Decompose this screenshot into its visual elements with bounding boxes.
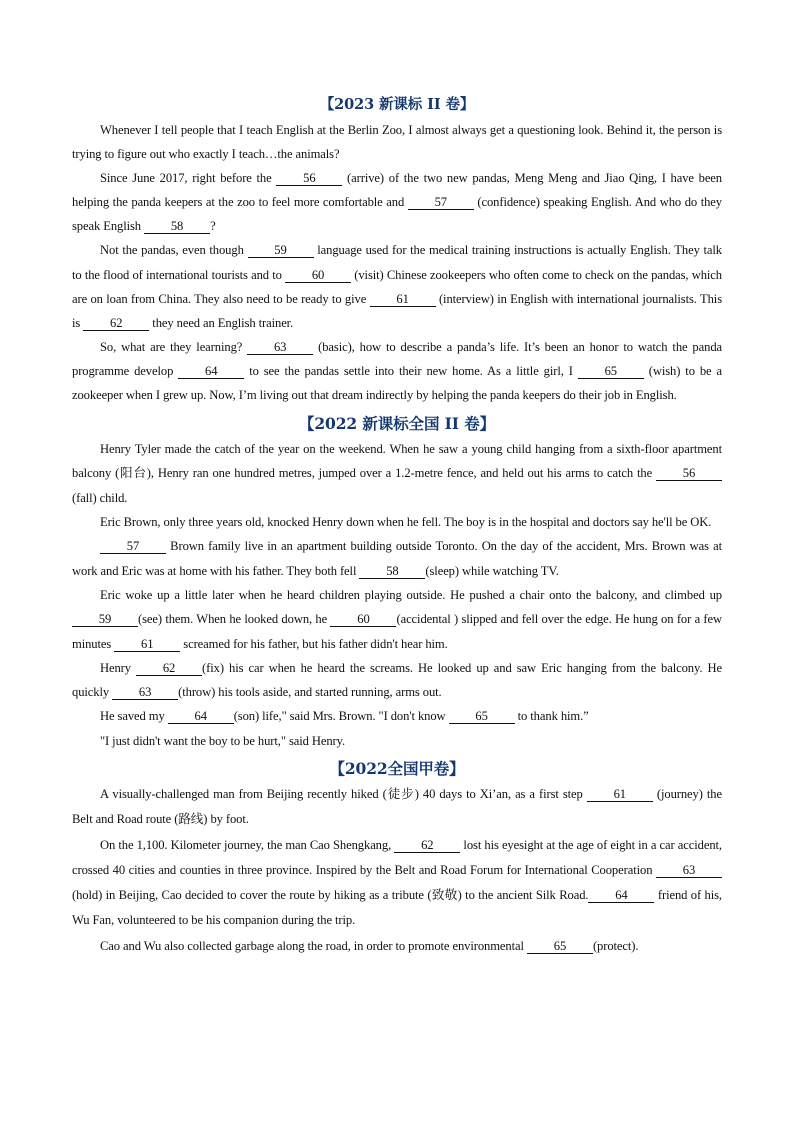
section-heading: 【2023 新课标 II 卷】 [319,96,475,113]
text-run: On the 1,100. Kilometer journey, the man Cao Shengkang, [100,837,395,852]
paragraph [72,166,722,238]
answer-blank-59: 59 [72,612,138,627]
answer-blank-60: 60 [330,612,396,627]
answer-blank-56: 56 [656,466,722,481]
answer-blank-63: 63 [112,685,178,700]
answer-blank-65: 65 [578,364,644,379]
answer-blank-62: 62 [83,316,149,331]
answer-blank-64: 64 [178,364,244,379]
paragraph [72,238,722,334]
text-run: So, what are they learning? [100,339,248,354]
text-run: Eric Brown, only three years old, knocked Henry down when he fell. The boy is in the hospital and doctors say he'll be OK. [100,515,712,530]
text-run: He saved my [100,709,168,724]
answer-blank-58: 58 [144,219,210,234]
text-run: A visually-challenged man from Beijing recently hiked (徒步) 40 days to Xi’an, as a first step [100,786,587,801]
answer-blank-61: 61 [114,637,180,652]
text-run: Brown family live in an apartment building outside Toronto. On the day of the accident, Mrs. Brown was at work and Eric was at home with his father. They both fell [72,539,722,578]
paragraph [72,510,722,534]
paragraph [72,335,722,407]
answer-blank-61: 61 [587,787,653,802]
text-run: (sleep) while watching TV. [425,563,559,578]
text-run: lost his eyesight at the age of eight in a car accident, crossed 40 cities and counties in three province. Inspired by the Belt and Road Forum for International Cooperation [72,837,722,877]
text-run: Whenever I tell people that I teach English at the Berlin Zoo, I almost always get a questioning look. Behind it, the person is trying to figure out who exactly I teach…the animals? [72,123,722,162]
text-run: Since June 2017, right before the [100,171,277,186]
text-run: (son) life," said Mrs. Brown. "I don't know [233,709,449,724]
text-run: (arrive) of the two new pandas, Meng Meng and Jiao Qing, I have been helping the panda keepers at the zoo to feel more comfortable and [72,171,722,210]
text-run: Not the pandas, even though [100,243,248,258]
paragraph [72,437,722,510]
text-run: language used for the medical training instructions is actually English. They talk to the flood of international tourists and to [72,243,722,282]
paragraph [72,656,722,705]
answer-blank-56: 56 [276,171,342,186]
answer-blank-64: 64 [168,709,234,724]
paragraph [72,782,722,833]
text-run: (visit) Chinese zookeepers who often come to check on the pandas, which are on loan from China. They also need to be ready to give [72,267,722,306]
paragraph [72,833,722,934]
section-2022-national-jia [72,756,722,959]
answer-blank-63: 63 [656,863,722,878]
text-run: (see) them. When he looked down, he [138,612,331,627]
answer-blank-58: 58 [359,564,425,579]
text-run: (fall) child. [72,490,128,505]
answer-blank-62: 62 [394,838,460,853]
text-run: Henry [100,660,137,675]
text-run: screamed for his father, but his father didn't hear him. [180,636,448,651]
text-run: to see the pandas settle into their new home. As a little girl, I [244,363,578,378]
text-run: (journey) the Belt and Road route (路线) by foot. [72,786,722,827]
text-run: Eric woke up a little later when he heard children playing outside. He pushed a chair onto the balcony, and climbed up [100,587,722,602]
answer-blank-57: 57 [100,539,166,554]
text-run: (hold) in Beijing, Cao decided to cover the route by hiking as a tribute (致敬) to the ancient Silk Road. [72,888,589,903]
answer-blank-65: 65 [449,709,515,724]
text-run: (fix) his car when he heard the screams. He looked up and saw Eric hanging from the balcony. He quickly [72,660,722,700]
text-run: friend of his, Wu Fan, volunteered to be his companion during the trip. [72,888,722,928]
section-2023-new-curriculum-ii [72,92,722,407]
text-run: they need an English trainer. [149,315,294,330]
paragraph [72,118,722,166]
paragraph [72,534,722,583]
answer-blank-60: 60 [285,268,351,283]
paragraph [72,934,722,959]
text-run: (throw) his tools aside, and started running, arms out. [178,685,442,700]
answer-blank-64: 64 [588,888,654,903]
answer-blank-61: 61 [370,292,436,307]
answer-blank-65: 65 [527,939,593,954]
document-page [72,92,722,959]
answer-blank-63: 63 [247,340,313,355]
text-run: (interview) in English with international journalists. This is [72,291,722,330]
text-run: "I just didn't want the boy to be hurt," said Henry. [100,733,346,748]
section-heading: 【2022 新课标全国 II 卷】 [298,414,496,434]
section-2022-new-curriculum-national-ii [72,411,722,753]
text-run: (accidental ) slipped and fell over the edge. He hung on for a few minutes [72,612,723,651]
paragraph [72,583,722,656]
text-run: ? [210,219,216,234]
text-run: (wish) to be a zookeeper when I grew up. Now, I’m living out that dream indirectly by helping the panda keepers do their job in English. [72,363,722,403]
answer-blank-57: 57 [408,195,474,210]
text-run: (protect). [592,938,639,953]
text-run: Henry Tyler made the catch of the year on the weekend. When he saw a young child hanging from a sixth-floor apartment balcony (阳台), Henry ran one hundred metres, jumped over a 1.2-metre fence, and held out his arms to catch the [72,442,722,481]
answer-blank-62: 62 [136,661,202,676]
paragraph [72,729,722,753]
paragraph [72,704,722,728]
answer-blank-59: 59 [248,243,314,258]
text-run: (basic), how to describe a panda’s life. It’s been an honor to watch the panda programme develop [72,339,723,378]
text-run: (confidence) speaking English. And who do they speak English [72,195,722,234]
section-heading: 【2022全国甲卷】 [329,758,465,778]
text-run: Cao and Wu also collected garbage along the road, in order to promote environmental [100,938,527,953]
text-run: to thank him.” [514,709,589,724]
